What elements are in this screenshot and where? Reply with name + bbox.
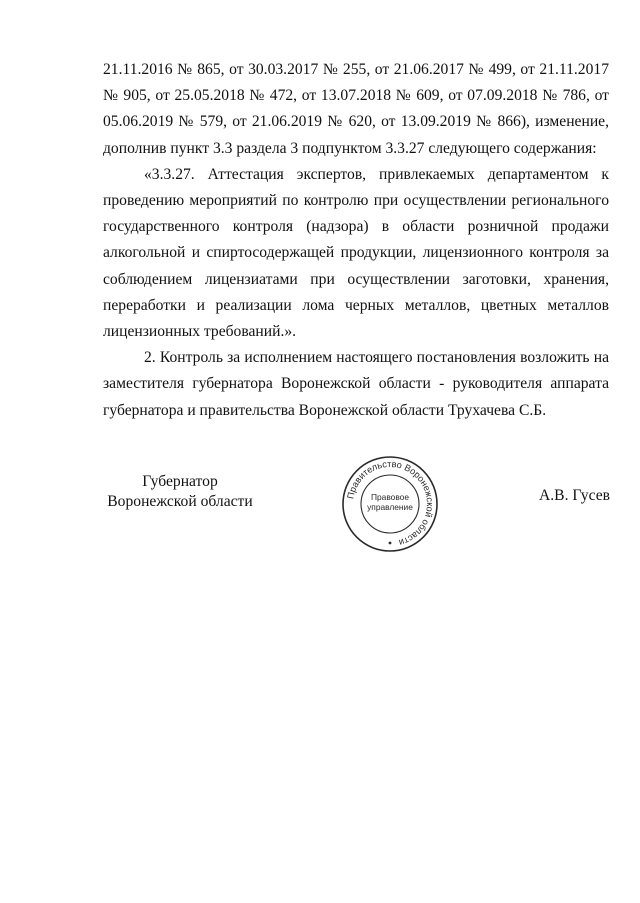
paragraph-amendment: 21.11.2016 № 865, от 30.03.2017 № 255, от 21.06.2017 № 499, от 21.11.2017 № 905, от 25.05.2018 № 472, от 13.07.2018 № 609, от 07.09.2018 № 786, от 05.06.2019 № 579, от 21.06.2019 № 620, от 13.09.2019 № 866), изменение, дополнив пункт 3.3 раздела 3 подпунктом 3.3.27 следующего содержания: [103, 61, 609, 157]
official-stamp [341, 455, 439, 553]
paragraph-subclause: «3.3.27. Аттестация экспертов, привлекаемых департаментом к проведению мероприятий по контролю при осуществлении регионального государственного контроля (надзора) в области розничной продажи алкогольной и спиртосодержащей продукции, лицензионного контроля за соблюдением лицензиатами при осуществлении заготовки, хранения, переработки и реализации лома черных металлов, цветных металлов лицензионных требований.». [103, 165, 609, 341]
paragraph-control: 2. Контроль за исполнением настоящего постановления возложить на заместителя губернатора Воронежской области - руководителя аппарата губернатора и правительства Воронежской области Трухачева С.Б. [103, 349, 609, 419]
signatory-position-line2: Воронежской области [107, 493, 253, 510]
document-body [103, 57, 609, 424]
signatory-name: А.В. Гусев [539, 487, 610, 504]
stamp-center-line2: управление [367, 502, 413, 512]
signatory-position-line1: Губернатор [142, 473, 218, 490]
stamp-center-line1: Правовое [370, 492, 410, 502]
stamp-dot [389, 542, 392, 545]
stamp-ring-text: Правительство Воронежской области [345, 458, 436, 548]
signatory-position [100, 472, 260, 512]
